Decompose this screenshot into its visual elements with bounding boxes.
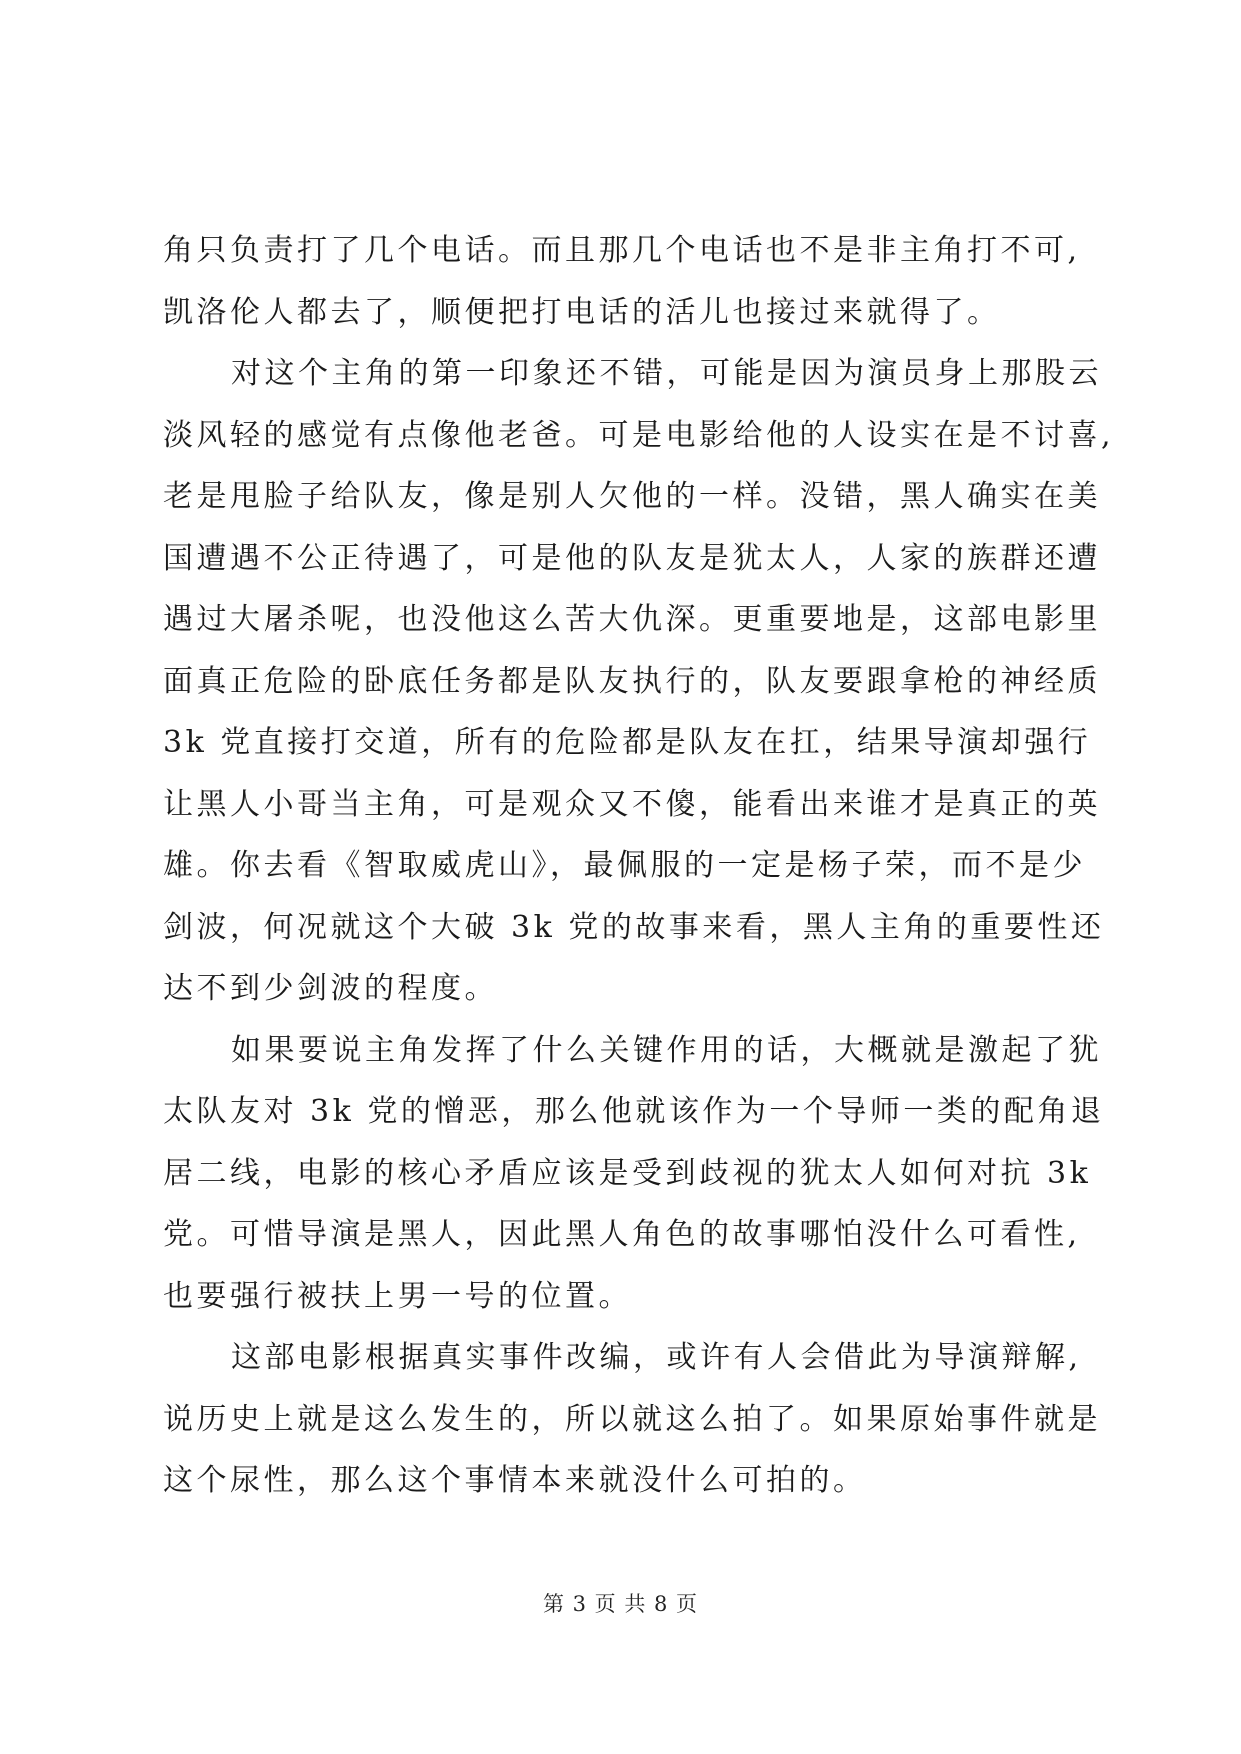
- text-line: 淡风轻的感觉有点像他老爸。可是电影给他的人设实在是不讨喜,: [163, 417, 1115, 453]
- text-line: 面真正危险的卧底任务都是队友执行的，队友要跟拿枪的神经质: [163, 663, 1101, 699]
- document-body: [163, 220, 1115, 1512]
- text-line: 也要强行被扶上男一号的位置。: [163, 1278, 632, 1314]
- paragraph-4: [163, 1327, 1101, 1512]
- paragraph-2: [163, 343, 1115, 1020]
- text-line: 雄。你去看《智取威虎山》，最佩服的一定是杨子荣，而不是少: [163, 848, 1086, 883]
- paragraph-1: [163, 220, 1083, 343]
- text-line: 角只负责打了几个电话。而且那几个电话也不是非主角打不可,: [163, 233, 1081, 268]
- text-line: 居二线，电影的核心矛盾应该是受到歧视的犹太人如何对抗 3k: [163, 1155, 1092, 1191]
- text-line: 遇过大屠杀呢，也没他这么苦大仇深。更重要地是，这部电影里: [163, 602, 1101, 637]
- text-line: 这部电影根据真实事件改编，或许有人会借此为导演辩解,: [231, 1340, 1082, 1375]
- text-line: 国遭遇不公正待遇了，可是他的队友是犹太人，人家的族群还遭: [163, 540, 1101, 576]
- text-line: 老是甩脸子给队友，像是别人欠他的一样。没错，黑人确实在美: [163, 479, 1101, 514]
- text-line: 对这个主角的第一印象还不错，可能是因为演员身上那股云: [231, 356, 1102, 391]
- text-line: 党。可惜导演是黑人，因此黑人角色的故事哪怕没什么可看性,: [163, 1217, 1081, 1252]
- text-line: 这个尿性，那么这个事情本来就没什么可拍的。: [163, 1463, 867, 1498]
- text-line: 剑波，何况就这个大破 3k 党的故事来看，黑人主角的重要性还: [163, 909, 1105, 945]
- text-line: 凯洛伦人都去了，顺便把打电话的活儿也接过来就得了。: [163, 294, 1001, 330]
- text-line: 太队友对 3k 党的憎恶，那么他就该作为一个导师一类的配角退: [163, 1094, 1105, 1129]
- paragraph-3: [163, 1020, 1105, 1328]
- text-line: 说历史上就是这么发生的，所以就这么拍了。如果原始事件就是: [163, 1401, 1101, 1437]
- text-line: 如果要说主角发挥了什么关键作用的话，大概就是激起了犹: [231, 1032, 1102, 1068]
- page-number-footer: 第 3 页 共 8 页: [542, 1592, 699, 1616]
- text-line: 3k 党直接打交道，所有的危险都是队友在扛，结果导演却强行: [163, 725, 1092, 760]
- text-line: 达不到少剑波的程度。: [163, 971, 498, 1006]
- text-line: 让黑人小哥当主角，可是观众又不傻，能看出来谁才是真正的英: [163, 786, 1101, 822]
